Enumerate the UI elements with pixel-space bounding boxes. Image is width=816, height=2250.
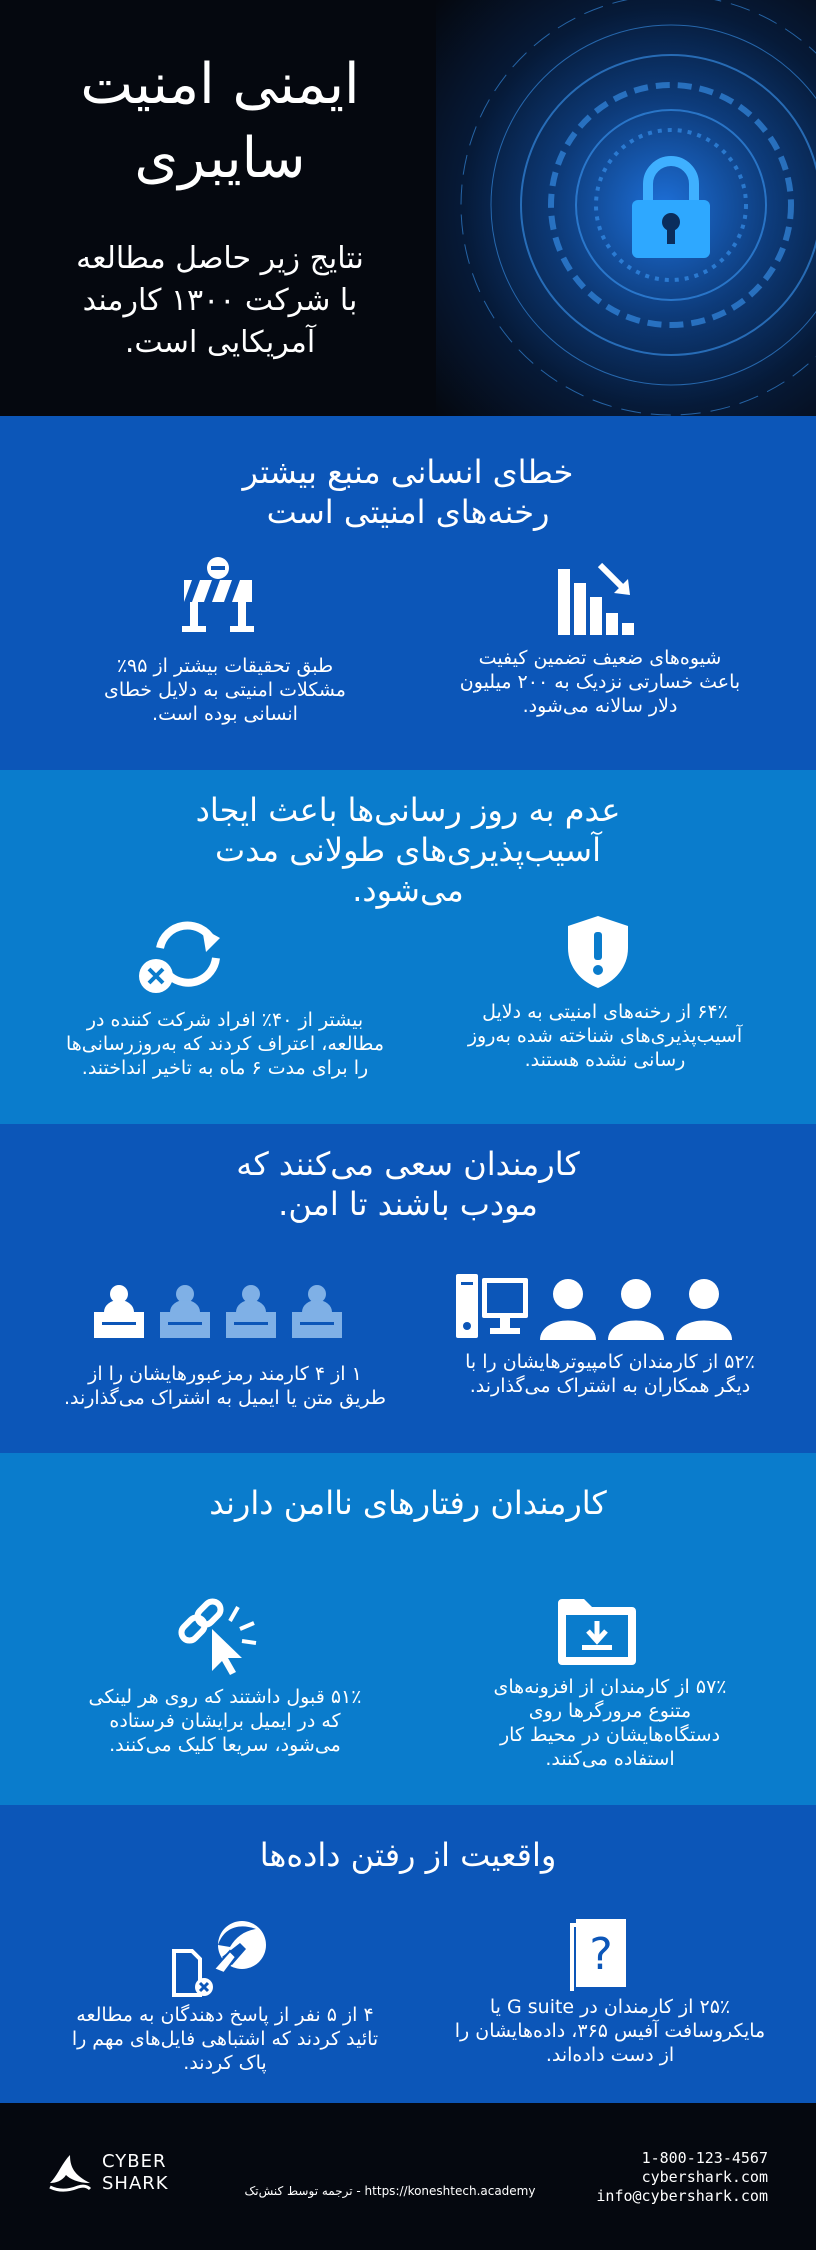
- caption-line: مایکروسافت آفیس ۳۶۵، داده‌هایشان را: [454, 2020, 766, 2042]
- footer: [0, 2103, 816, 2250]
- caption-line: طبق تحقیقات بیشتر از ۹۵٪: [116, 655, 334, 677]
- section-title-line1: خطای انسانی منبع بیشتر: [242, 453, 574, 491]
- caption-line: ۵۱٪ قبول داشتند که روی هر لینکی: [88, 1686, 362, 1708]
- caption-line: دلار سالانه می‌شود.: [522, 695, 678, 717]
- folder-download-icon: [556, 1595, 638, 1667]
- section-title-line2: رخنه‌های امنیتی است: [266, 493, 550, 531]
- caption-line: تائید کردند که اشتباهی فایل‌های مهم را: [71, 2028, 379, 2050]
- caption-line: بیشتر از ۴۰٪ افراد شرکت کننده در: [86, 1009, 364, 1031]
- unpatched-caption: [430, 1000, 780, 1072]
- hero-title: [20, 48, 420, 196]
- section-title-line3: می‌شود.: [352, 871, 464, 909]
- computer-and-people-icon: [456, 1274, 740, 1340]
- caption-line: از دست داده‌اند.: [545, 2044, 675, 2066]
- section-title: [0, 1835, 816, 1875]
- section-title: [0, 790, 816, 910]
- hero-subtitle: [20, 238, 420, 364]
- sync-error-icon: [136, 912, 226, 996]
- caption-line: انسانی بوده است.: [152, 703, 298, 725]
- bar-chart-decline-icon: [556, 561, 636, 637]
- lock-icon: [626, 152, 716, 262]
- link-clicking-caption: [50, 1685, 400, 1757]
- section-title: [0, 1144, 816, 1224]
- link-click-icon: [176, 1595, 262, 1675]
- caption-line: آسیب‌پذیری‌های شناخته شده به‌روز: [467, 1025, 743, 1047]
- browser-extensions-caption: [440, 1675, 780, 1771]
- facepalm-file-delete-icon: [170, 1917, 270, 1999]
- caption-line: ۴ از ۵ نفر از پاسخ دهندگان به مطالعه: [76, 2004, 374, 2026]
- brand-line1: CYBER: [102, 2151, 167, 2172]
- contact-info: [596, 2149, 768, 2206]
- caption-line: رسانی نشده هستند.: [524, 1049, 686, 1071]
- section-human-error: [0, 416, 816, 770]
- unknown-document-icon: [566, 1917, 628, 1993]
- roadblock-icon: [178, 556, 258, 634]
- caption-line: پاک کردند.: [183, 2052, 267, 2074]
- website-link[interactable]: cybershark.com: [641, 2168, 768, 2186]
- password-sharing-caption: [50, 1362, 400, 1410]
- brand-name: [102, 2151, 169, 2195]
- caption-line: ۲۵٪ از کارمندان در G suite یا: [489, 1996, 731, 2018]
- caption-line: که در ایمیل برایشان فرستاده: [109, 1710, 341, 1732]
- section-title-line1: عدم به روز رسانی‌ها باعث ایجاد: [195, 791, 621, 829]
- section-title-line2: مودب باشند تا امن.: [278, 1185, 538, 1223]
- header-banner: [0, 0, 816, 416]
- caption-line: استفاده می‌کنند.: [545, 1748, 675, 1770]
- svg-text:?: ?: [589, 1929, 613, 1980]
- hero-title-line1: ایمنی امنیت: [80, 52, 360, 117]
- section-title: [0, 452, 816, 532]
- caption-line: ۶۴٪ از رخنه‌های امنیتی به دلایل: [482, 1001, 728, 1023]
- deleted-files-caption: [50, 2003, 400, 2075]
- hero-subtitle-line3: آمریکایی است.: [124, 325, 316, 360]
- section-unsafe-behavior: [0, 1453, 816, 1805]
- caption-line: دستگاه‌هایشان در محیط کار: [499, 1724, 721, 1746]
- section-title-line1: واقعیت از رفتن داده‌ها: [259, 1836, 557, 1874]
- caption-line: می‌شود، سریعا کلیک می‌کنند.: [109, 1734, 341, 1756]
- section-title: [0, 1483, 816, 1523]
- caption-line: ۵۷٪ از کارمندان از افزونه‌های: [493, 1676, 727, 1698]
- desk-workers-icon: [92, 1282, 348, 1340]
- caption-line: را برای مدت ۶ ماه به تاخیر انداختند.: [81, 1057, 369, 1079]
- caption-line: ۵۲٪ از کارمندان کامپیوترهایشان را با: [465, 1351, 755, 1373]
- computer-sharing-caption: [440, 1350, 780, 1398]
- caption-line: متنوع مرورگرها روی: [528, 1700, 692, 1722]
- delayed-updates-caption: [40, 1008, 410, 1080]
- section-title-line2: آسیب‌پذیری‌های طولانی مدت: [215, 831, 601, 869]
- shark-logo-icon: [48, 2153, 92, 2193]
- hero-subtitle-line1: نتایج زیر حاصل مطالعه: [76, 241, 364, 276]
- hero-subtitle-line2: با شرکت ۱۳۰۰ کارمند: [82, 283, 358, 318]
- brand-line2: SHARK: [102, 2173, 169, 2194]
- cloud-data-loss-caption: [440, 1995, 780, 2067]
- caption-line: ۱ از ۴ کارمند رمزعبورهایشان را از: [88, 1363, 362, 1385]
- caption-line: شیوه‌های ضعیف تضمین کیفیت: [478, 647, 722, 669]
- shield-alert-icon: [566, 914, 630, 990]
- caption-line: دیگر همکاران به اشتراک می‌گذارند.: [469, 1375, 751, 1397]
- section-data-loss: [0, 1805, 816, 2103]
- cyber-lock-background: [436, 0, 816, 416]
- phone-number: 1-800-123-4567: [641, 2149, 768, 2167]
- section-polite: [0, 1124, 816, 1453]
- caption-line: مشکلات امنیتی به دلایل خطای: [104, 679, 346, 701]
- caption-line: باعث خسارتی نزدیک به ۲۰۰ میلیون: [459, 671, 741, 693]
- email-link[interactable]: info@cybershark.com: [596, 2187, 768, 2205]
- human-error-caption: [60, 654, 390, 726]
- caption-line: مطالعه، اعتراف کردند که به‌روزرسانی‌ها: [65, 1033, 385, 1055]
- translation-credit: ترجمه توسط کنش‌تک - https://koneshtech.academy: [244, 2184, 536, 2198]
- caption-line: طریق متن یا ایمیل به اشتراک می‌گذارند.: [63, 1387, 387, 1409]
- section-title-line1: کارمندان رفتارهای ناامن دارند: [209, 1484, 607, 1522]
- quality-loss-caption: [430, 646, 770, 718]
- hero-title-line2: سایبری: [134, 126, 306, 191]
- section-title-line1: کارمندان سعی می‌کنند که: [236, 1145, 580, 1183]
- section-updates: [0, 770, 816, 1124]
